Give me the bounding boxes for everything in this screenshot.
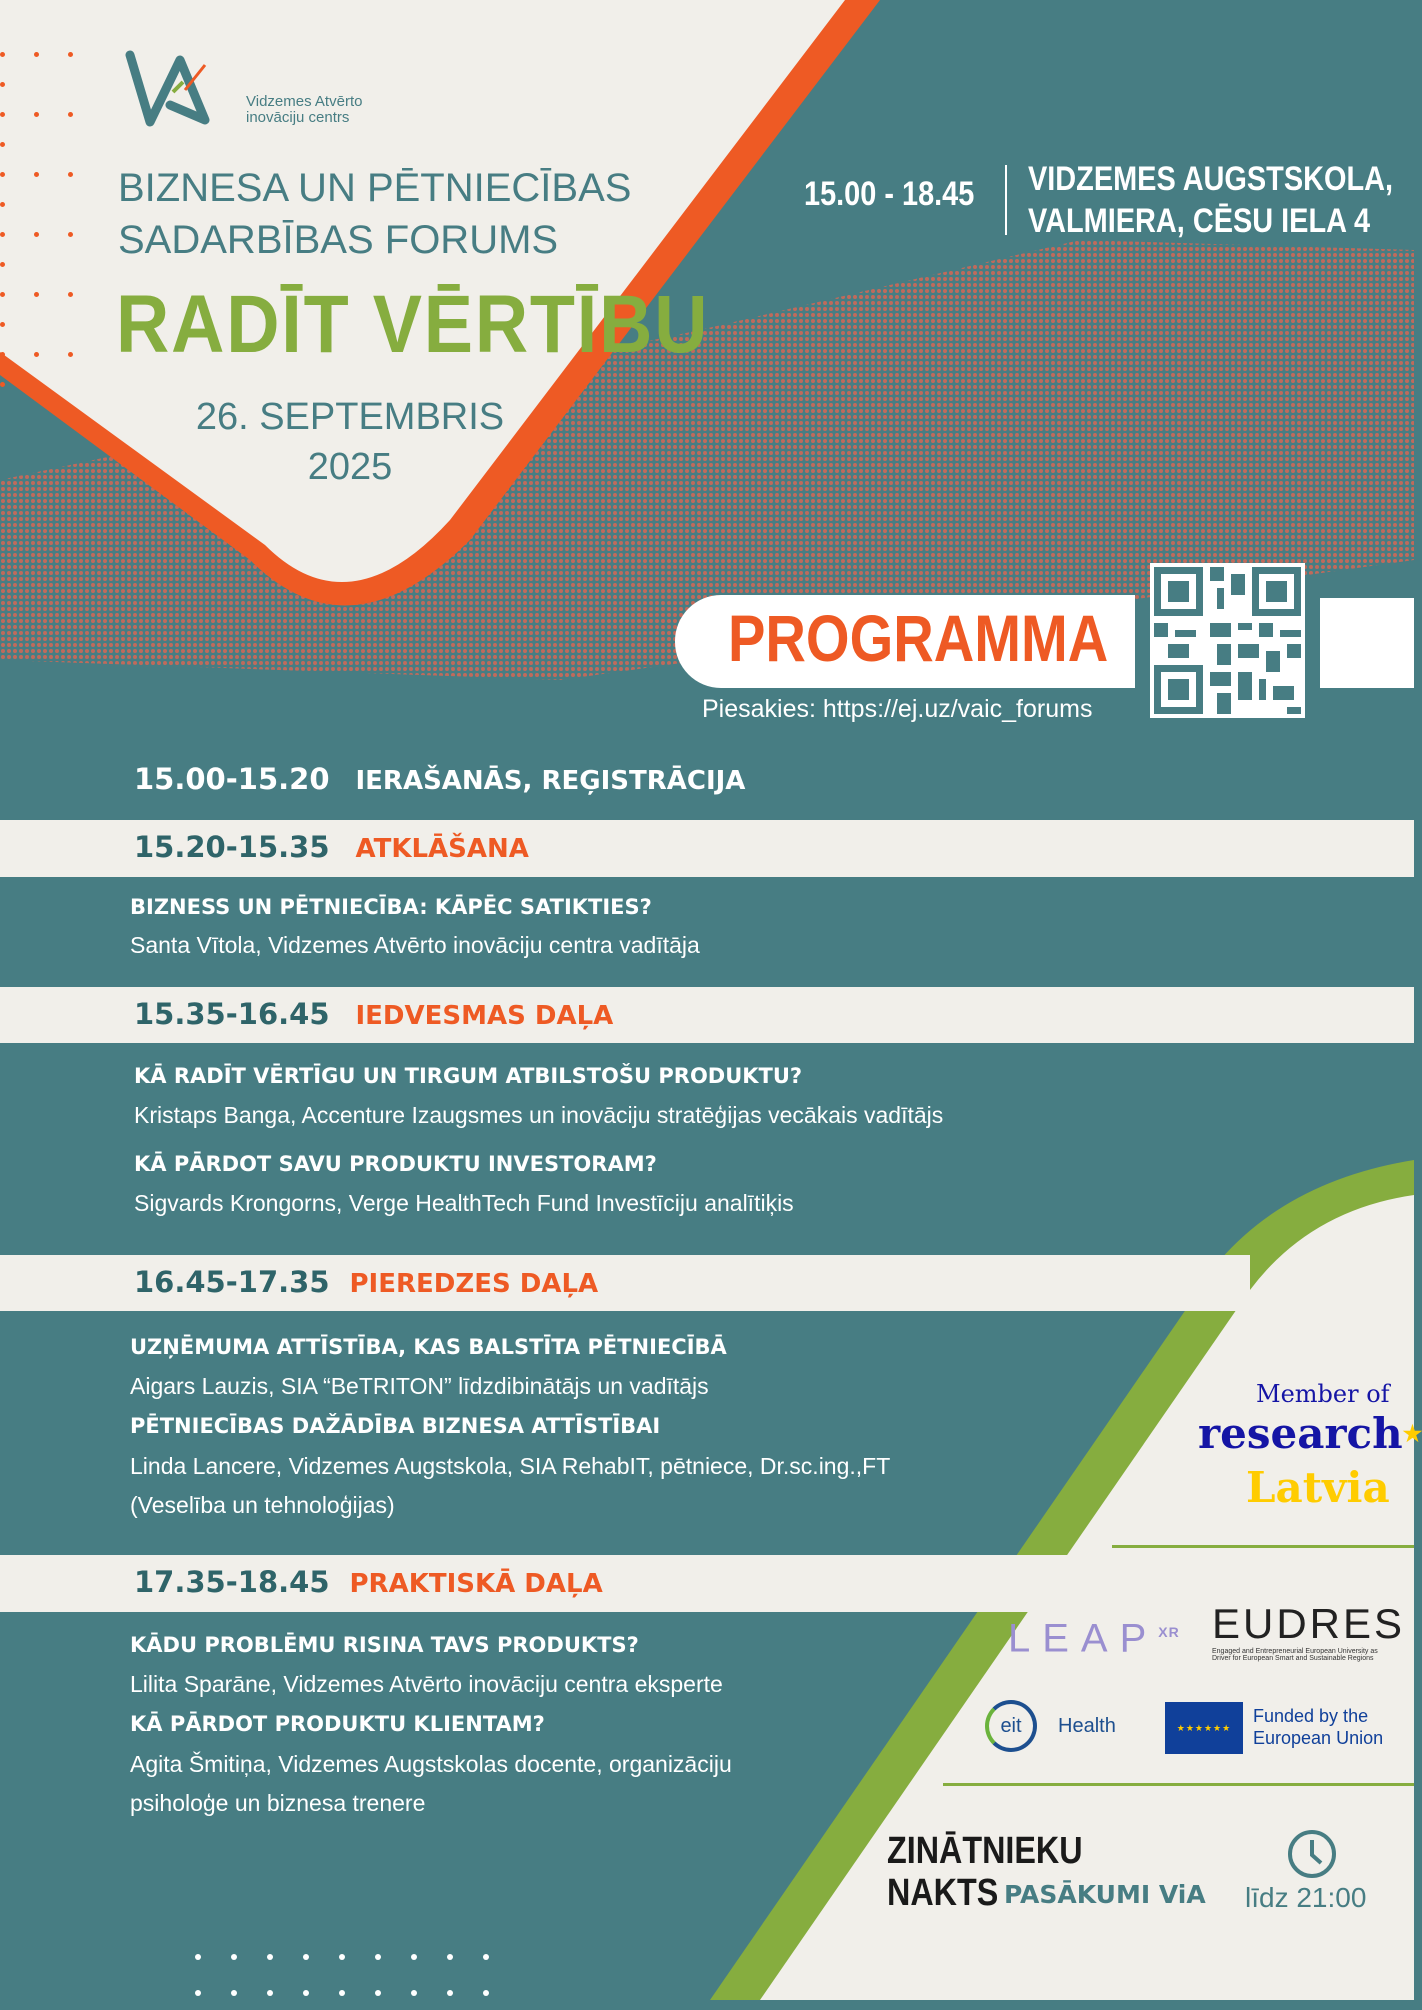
slot-time: 16.45-17.35: [134, 1265, 330, 1299]
pasakumi-via: PASĀKUMI ViA: [1004, 1880, 1206, 1909]
eudres-sub1: Engaged and Entrepreneurial European University as: [1212, 1648, 1378, 1655]
decorative-dots: [0, 38, 110, 398]
schedule-row-1: [134, 762, 745, 796]
logo-line1: Vidzemes Atvērto: [246, 93, 363, 110]
talk-speaker-cont: (Veselība un tehnoloģijas): [130, 1492, 395, 1518]
talk-title: PĒTNIECĪBAS DAŽĀDĪBA BIZNESA ATTĪSTĪBAI: [130, 1414, 661, 1438]
talk-speaker: Aigars Lauzis, SIA “BeTRITON” līdzdibinātājs un vadītājs: [130, 1373, 709, 1399]
slot-time: 15.00-15.20: [134, 762, 330, 796]
eu-flag-icon: ★★★★★★: [1165, 1702, 1243, 1754]
xr-text: XR: [1158, 1624, 1180, 1640]
slot-title: PRAKTISKĀ DAĻA: [349, 1569, 603, 1599]
schedule-row-2: [134, 830, 529, 864]
banner-end: [1320, 598, 1414, 688]
divider: [1005, 165, 1007, 235]
member-of-label: Member of: [1256, 1380, 1390, 1408]
research-latvia-logo: research★: [1198, 1409, 1422, 1458]
headline: RADĪT VĒRTĪBU: [116, 279, 710, 370]
schedule-row-3: [134, 997, 613, 1031]
eit-logo-icon: [985, 1700, 1037, 1752]
clock-icon: [1286, 1828, 1338, 1880]
talk-speaker: Sigvards Krongorns, Verge HealthTech Fund Investīciju analītiķis: [134, 1190, 794, 1216]
schedule-row-4: [134, 1265, 598, 1299]
talk-speaker: Santa Vītola, Vidzemes Atvērto inovāciju centra vadītāja: [130, 932, 700, 958]
talk-title: BIZNESS UN PĒTNIECĪBA: KĀPĒC SATIKTIES?: [130, 895, 652, 919]
slot-title: IEDVESMAS DAĻA: [355, 1001, 614, 1031]
talk-speaker: Agita Šmitiņa, Vidzemes Augstskolas docente, organizāciju: [130, 1751, 732, 1777]
eudres-text: EUDRES: [1212, 1600, 1406, 1647]
talk-title: KĀ PĀRDOT PRODUKTU KLIENTAM?: [130, 1712, 545, 1736]
latvia-text: Latvia: [1246, 1463, 1390, 1512]
eu-line2: European Union: [1253, 1728, 1384, 1748]
venue-line2: VALMIERA, CĒSU IELA 4: [1028, 202, 1371, 240]
eu-funding: [1253, 1705, 1383, 1749]
via-logo-icon: [125, 50, 235, 130]
logo-line2: inovāciju centrs: [246, 109, 350, 126]
health-text: Health: [1058, 1715, 1116, 1737]
venue: [1028, 158, 1393, 242]
event-date: [140, 392, 560, 492]
eudres-logo: [1212, 1600, 1405, 1662]
research-text: research: [1198, 1409, 1403, 1458]
qr-code-icon[interactable]: [1150, 563, 1305, 718]
separator: [1112, 1545, 1414, 1548]
talk-speaker: Kristaps Banga, Accenture Izaugsmes un inovāciju stratēģijas vecākais vadītājs: [134, 1102, 944, 1128]
zn-line1: ZINĀTNIEKU: [887, 1830, 1083, 1872]
leap-xr-logo: [1008, 1608, 1180, 1662]
eit-text: eit: [1000, 1715, 1022, 1737]
registration-link[interactable]: Piesakies: https://ej.uz/vaic_forums: [702, 695, 1093, 723]
eudres-sub2: Driver for European Smart and Sustainable Regions: [1212, 1655, 1374, 1662]
date-line2: 2025: [307, 446, 393, 488]
forum-title: [118, 162, 631, 266]
date-line1: 26. SEPTEMBRIS: [195, 396, 505, 438]
talk-speaker-cont: psiholoģe un biznesa trenere: [130, 1790, 426, 1816]
programme-label: PROGRAMMA: [728, 601, 1109, 675]
schedule-row-5: [134, 1565, 603, 1599]
slot-title: ATKLĀŠANA: [355, 834, 529, 864]
talk-speaker: Linda Lancere, Vidzemes Augstskola, SIA RehabIT, pētniece, Dr.sc.ing.,FT: [130, 1453, 891, 1479]
slot-time: 15.35-16.45: [134, 997, 330, 1031]
slot-title: IERAŠANĀS, REĢISTRĀCIJA: [355, 766, 746, 796]
talk-title: UZŅĒMUMA ATTĪSTĪBA, KAS BALSTĪTA PĒTNIECĪBĀ: [130, 1335, 727, 1359]
slot-time: 15.20-15.35: [134, 830, 330, 864]
title-line2: SADARBĪBAS FORUMS: [118, 218, 559, 262]
slot-time: 17.35-18.45: [134, 1565, 330, 1599]
event-time: 15.00 - 18.45: [804, 175, 975, 213]
talk-title: KĀ RADĪT VĒRTĪGU UN TIRGUM ATBILSTOŠU PRODUKTU?: [134, 1064, 803, 1088]
eu-line1: Funded by the: [1253, 1706, 1369, 1726]
separator: [943, 1783, 1414, 1786]
logo-text: [246, 94, 362, 126]
slot-title: PIEREDZES DAĻA: [349, 1269, 599, 1299]
talk-title: KĀDU PROBLĒMU RISINA TAVS PRODUKTS?: [130, 1633, 639, 1657]
venue-line1: VIDZEMES AUGSTSKOLA,: [1028, 160, 1394, 198]
title-line1: BIZNESA UN PĒTNIECĪBAS: [118, 166, 632, 210]
decorative-dots-bottom: [195, 1938, 555, 2010]
until-time: līdz 21:00: [1245, 1882, 1367, 1913]
zn-line2: NAKTS: [887, 1872, 999, 1914]
talk-speaker: Lilita Sparāne, Vidzemes Atvērto inovāciju centra eksperte: [130, 1671, 723, 1697]
leap-text: LEAP: [1008, 1616, 1159, 1661]
talk-title: KĀ PĀRDOT SAVU PRODUKTU INVESTORAM?: [134, 1152, 657, 1176]
